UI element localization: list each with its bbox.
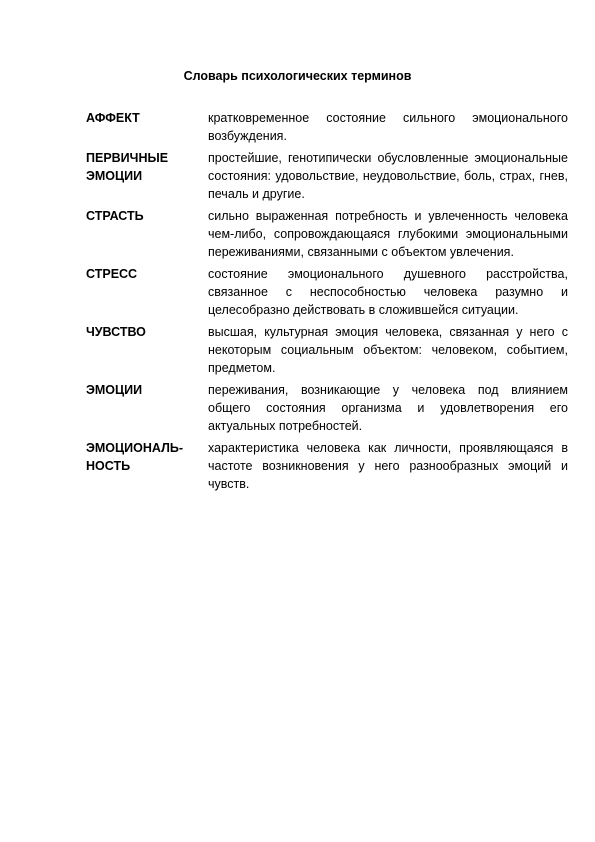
glossary-definition: простейшие, генотипически обусловленные эмоциональные состояния: удовольствие, неудовольствие, боль, страх, гнев, печаль и другие. <box>208 151 568 201</box>
glossary-term: СТРЕСС <box>86 267 138 281</box>
glossary-entry <box>86 149 568 203</box>
glossary-term: ЭМОЦИОНАЛЬ- НОСТЬ <box>86 441 183 473</box>
glossary-definition: состояние эмоционального душевного расстройства, связанное с неспособностью человека разумно и целесобразно действовать в сложившейся ситуации. <box>208 267 568 317</box>
glossary-entry <box>86 265 568 319</box>
glossary-entry <box>86 439 568 493</box>
glossary-entry <box>86 207 568 261</box>
glossary-term: СТРАСТЬ <box>86 209 144 223</box>
glossary-term: ЭМОЦИИ <box>86 383 143 397</box>
glossary-term: ПЕРВИЧНЫЕ ЭМОЦИИ <box>86 151 169 183</box>
glossary-entry <box>86 109 568 145</box>
glossary-definition: сильно выраженная потребность и увлеченность человека чем-либо, сопровождающаяся глубокими эмоциональными переживаниями, связанными с объектом увлечения. <box>208 209 568 259</box>
glossary-definition: высшая, культурная эмоция человека, связанная у него с некоторым социальным объектом: человеком, событием, предметом. <box>208 325 568 375</box>
glossary-definition: характеристика человека как личности, проявляющаяся в частоте возникновения у него разнообразных эмоций и чувств. <box>208 441 568 491</box>
glossary-definition: кратковременное состояние сильного эмоционального возбуждения. <box>208 111 568 143</box>
glossary-entry <box>86 381 568 435</box>
glossary-definition: переживания, возникающие у человека под влиянием общего состояния организма и удовлетворения его актуальных потребностей. <box>208 383 568 433</box>
glossary-list <box>86 109 568 497</box>
glossary-entry <box>86 323 568 377</box>
glossary-term: ЧУВСТВО <box>86 325 146 339</box>
document-title: Словарь психологических терминов <box>183 69 412 83</box>
glossary-term: АФФЕКТ <box>86 111 140 125</box>
